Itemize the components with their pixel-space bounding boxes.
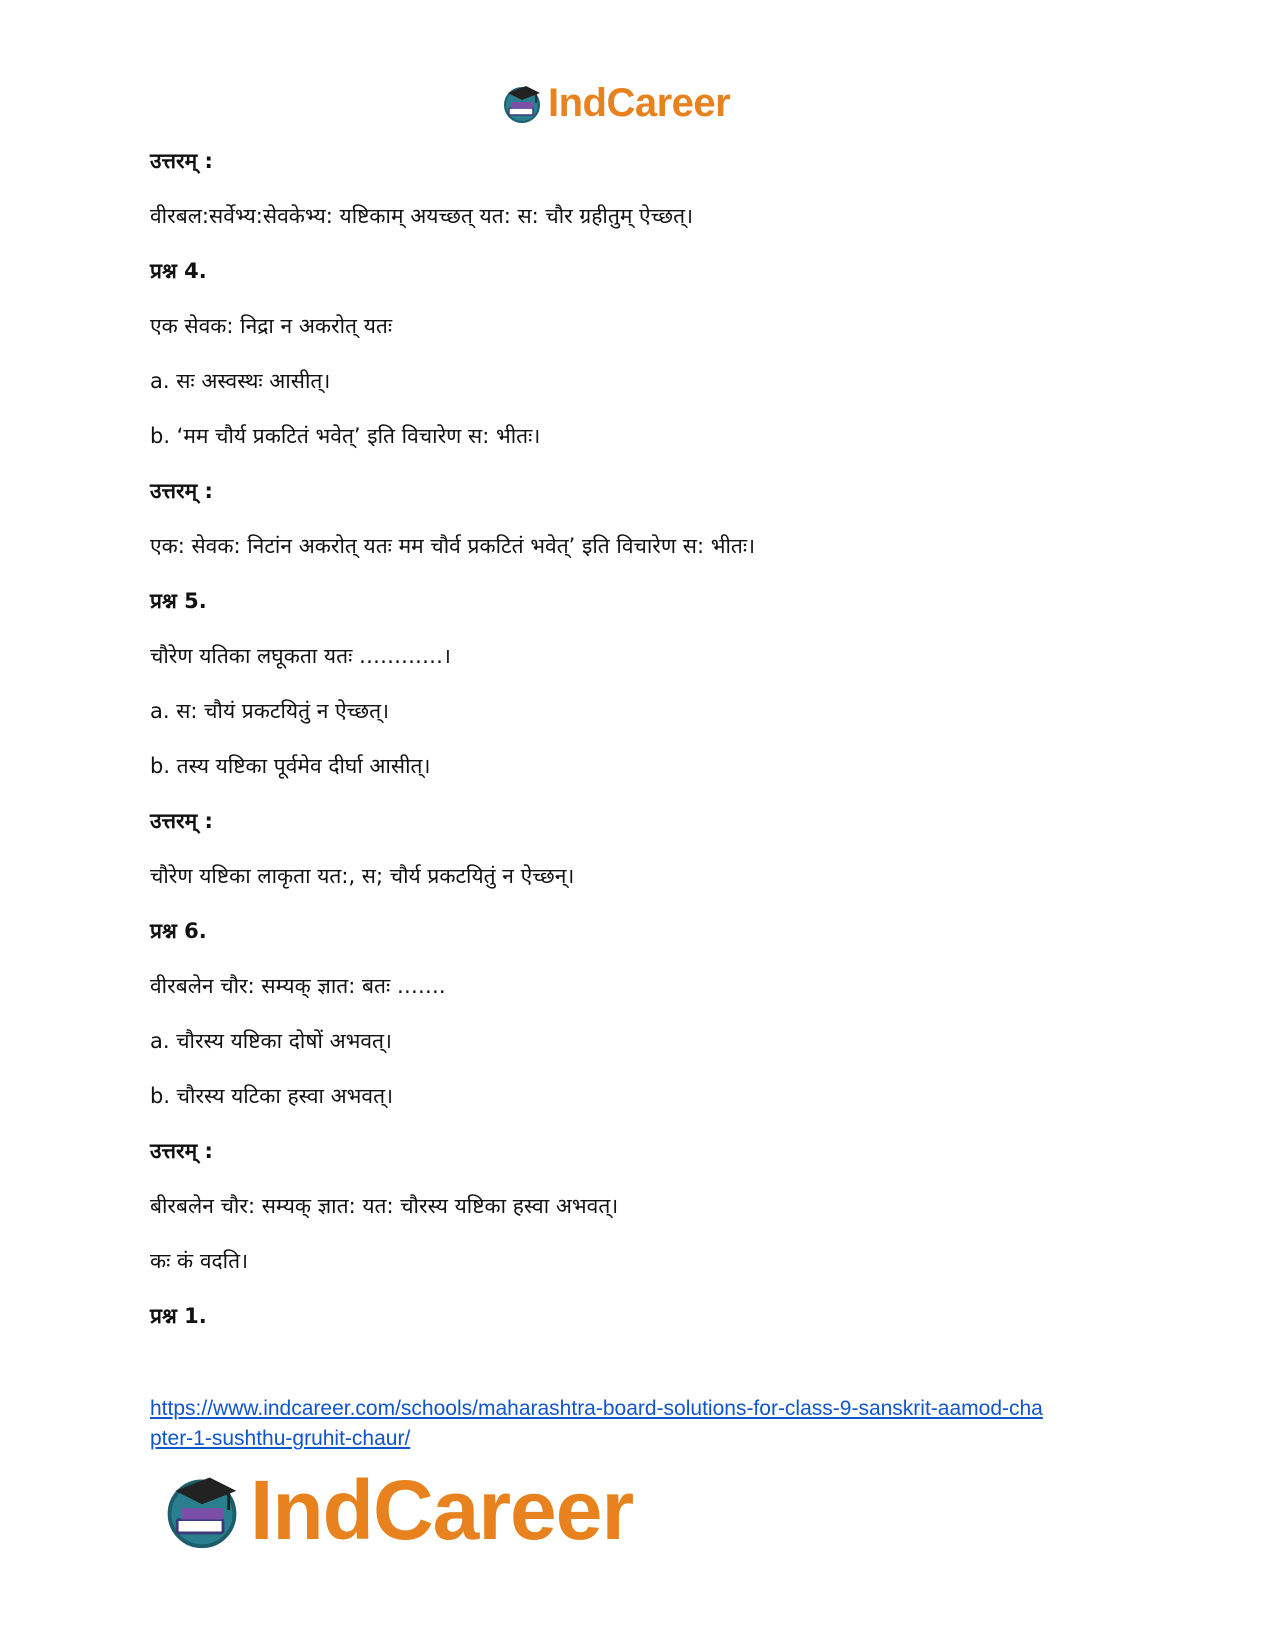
question-heading: प्रश्न 5. [150,589,207,613]
option-a: a. सः अस्वस्थः आसीत्। [150,369,331,393]
source-url-link[interactable] [150,1394,1160,1454]
question-heading: प्रश्न 6. [150,919,207,943]
graduation-cap-globe-icon [500,81,544,125]
option-b: b. तस्य यष्टिका पूर्वमेव दीर्घा आसीत्। [150,754,431,778]
answer-heading: उत्तरम् : [150,809,213,833]
document-body [150,142,1150,1352]
option-a: a. चौरस्य यष्टिका दोषों अभवत्। [150,1029,392,1053]
option-b: b. चौरस्य यटिका हस्वा अभवत्। [150,1084,394,1108]
question-text: वीरबलेन चौर: सम्यक् ज्ञात: बतः ……. [150,974,446,998]
source-url-line-2: pter-1-sushthu-gruhit-chaur/ [150,1427,411,1450]
answer-text: चौरेण यष्टिका लाकृता यत:, स; चौर्य प्रकटयितुं न ऐच्छन्। [150,864,575,888]
header-logo [500,78,730,128]
question-text: चौरेण यतिका लघूकता यतः …………। [150,644,451,668]
answer-heading: उत्तरम् : [150,1139,213,1163]
answer-text: बीरबलेन चौर: सम्यक् ज्ञात: यत: चौरस्य यष्टिका हस्वा अभवत्। [150,1194,619,1218]
footer-logo-text: IndCareer [250,1462,634,1557]
option-a: a. स: चौयं प्रकटयितुं न ऐच्छत्। [150,699,390,723]
answer-heading: उत्तरम् : [150,479,213,503]
graduation-cap-globe-icon [160,1468,244,1552]
question-heading: प्रश्न 4. [150,259,207,283]
answer-text: वीरबल:सर्वेभ्य:सेवकेभ्य: यष्टिकाम् अयच्छत् यत: स: चौर ग्रहीतुम् ऐच्छत्। [150,204,694,228]
question-text: एक सेवक: निद्रा न अकरोत् यतः [150,314,393,338]
footer-logo [160,1460,633,1560]
answer-text: एक: सेवक: निटांन अकरोत् यतः मम चौर्व प्रकटितं भवेत्’ इति विचारेण स: भीतः। [150,534,756,558]
header-logo-text: IndCareer [548,80,731,125]
question-heading: प्रश्न 1. [150,1304,207,1328]
section-heading: कः कं वदति। [150,1249,249,1273]
source-url-line-1: https://www.indcareer.com/schools/maharashtra-board-solutions-for-class-9-sanskrit-aamod-cha [150,1397,1043,1420]
answer-heading: उत्तरम् : [150,149,213,173]
option-b: b. ‘मम चौर्य प्रकटितं भवेत्’ इति विचारेण स: भीतः। [150,424,541,448]
